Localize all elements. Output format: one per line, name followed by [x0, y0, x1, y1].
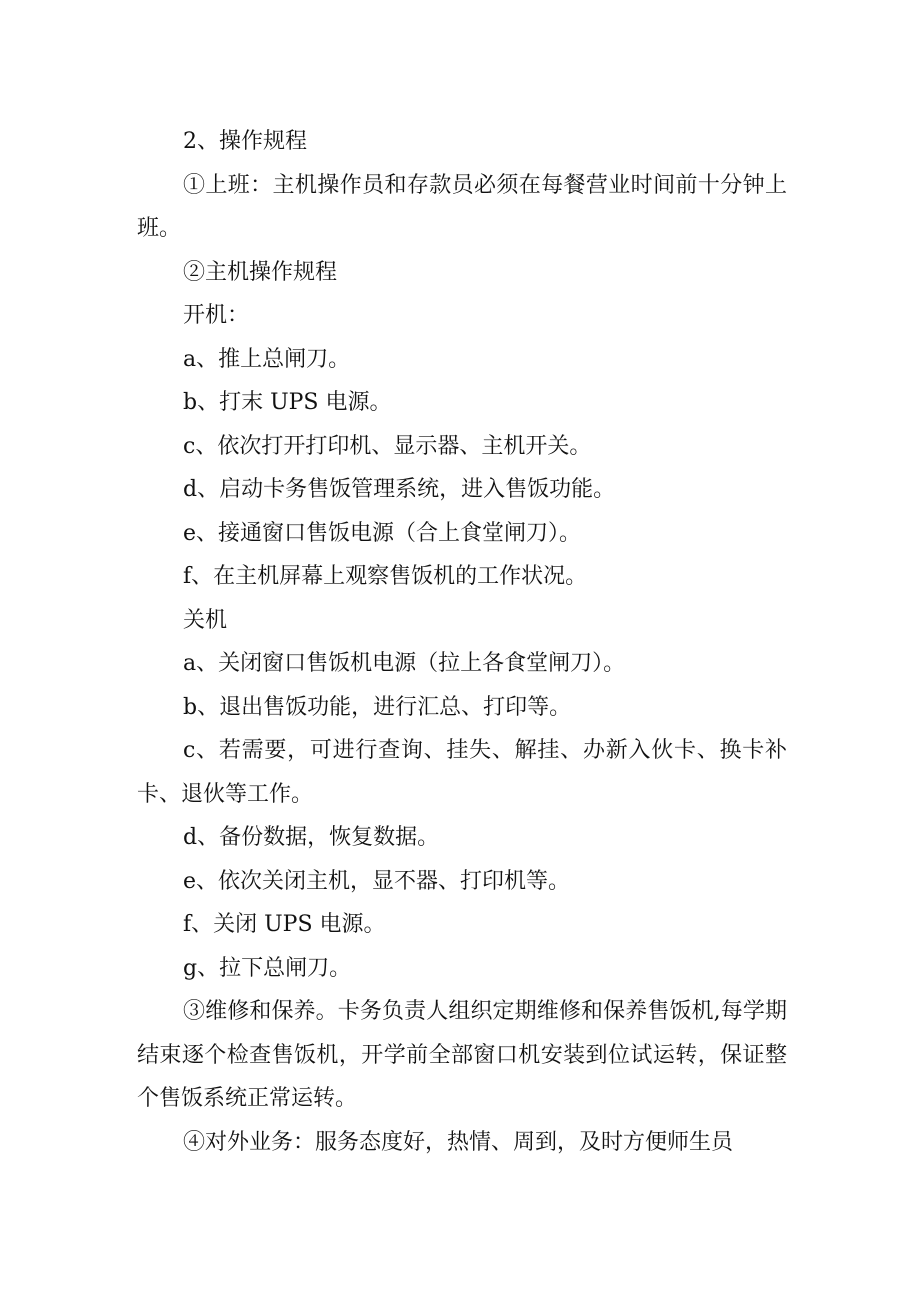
- list-item-power-off-a: a、关闭窗口售饭机电源（拉上各食堂闸刀）。: [183, 651, 626, 676]
- subsection-heading-host-operation: ②主机操作规程: [183, 259, 338, 285]
- label-power-off: 关机: [183, 607, 228, 633]
- list-item-power-off-f: f、关闭 UPS 电源。: [183, 912, 386, 937]
- list-item-power-on-d: d、启动卡务售饭管理系统，进入售饭功能。: [183, 477, 616, 502]
- list-item-power-on-e: e、接通窗口售饭电源（合上食堂闸刀）。: [183, 520, 582, 546]
- list-item-power-off-d: d、备份数据，恢复数据。: [183, 825, 440, 850]
- label-power-on: 开机：: [183, 303, 250, 328]
- list-item-power-on-c: c、依次打开打印机、显示器、主机开关。: [183, 433, 592, 459]
- list-item-power-off-b: b、退出售饭功能，进行汇总、打印等。: [183, 694, 572, 720]
- list-item-power-on-a: a、推上总闸刀。: [183, 346, 351, 372]
- list-item-power-off-e: e、依次关闭主机，显不器、打印机等。: [183, 868, 571, 894]
- document-body: [137, 120, 787, 1164]
- paragraph-shift-start: ①上班：主机操作员和存款员必须在每餐营业时间前十分钟上班。: [137, 172, 787, 241]
- list-item-power-on-f: f、在主机屏幕上观察售饭机的工作状况。: [183, 564, 588, 589]
- section-heading: 2、操作规程: [183, 129, 307, 154]
- list-item-power-off-c: c、若需要，可进行查询、挂失、解挂、办新入伙卡、换卡补卡、退伙等工作。: [137, 738, 787, 807]
- paragraph-maintenance: ③维修和保养。卡务负责人组织定期维修和保养售饭机,每学期结束逐个检查售饭机，开学前全部窗口机安装到位试运转，保证整个售饭系统正常运转。: [137, 999, 787, 1111]
- list-item-power-on-b: b、打末 UPS 电源。: [183, 390, 392, 415]
- list-item-power-off-g: g、拉下总闸刀。: [183, 955, 352, 981]
- paragraph-external-service: ④对外业务：服务态度好，热情、周到，及时方便师生员: [183, 1129, 734, 1155]
